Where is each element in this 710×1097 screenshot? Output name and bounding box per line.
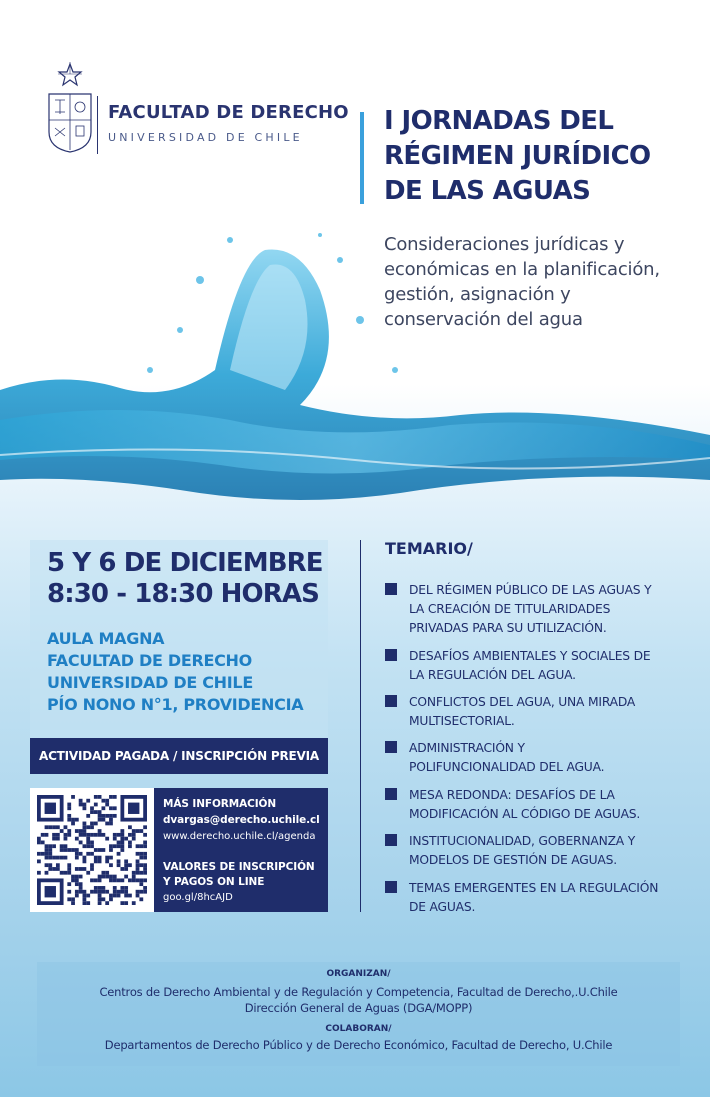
event-title-line: DE LAS AGUAS [384, 176, 591, 206]
square-bullet-icon [385, 695, 397, 707]
topic-line: LA REGULACIÓN DEL AGUA. [409, 668, 576, 682]
event-title [384, 104, 651, 209]
event-subtitle-line: Consideraciones jurídicas y [384, 234, 625, 255]
topic-line: MODIFICACIÓN AL CÓDIGO DE AGUAS. [409, 807, 641, 821]
title-accent-bar [360, 112, 364, 204]
topic-line: POLIFUNCIONALIDAD DEL AGUA. [409, 760, 605, 774]
topic-line: DEL RÉGIMEN PÚBLICO DE LAS AGUAS Y [409, 583, 652, 597]
topic-item [385, 647, 685, 685]
organizer-line: Dirección General de Aguas (DGA/MOPP) [244, 1001, 473, 1015]
topic-item [385, 581, 685, 638]
topic-line: DESAFÍOS AMBIENTALES Y SOCIALES DE [409, 649, 651, 663]
topic-line: LA CREACIÓN DE TITULARIDADES [409, 602, 611, 616]
column-divider [360, 540, 361, 912]
topic-line: ADMINISTRACIÓN Y [409, 741, 525, 755]
topics-heading: TEMARIO/ [385, 539, 473, 558]
topic-line: PRIVADAS PARA SU UTILIZACIÓN. [409, 621, 607, 635]
event-subtitle-line: económicas en la planificación, [384, 259, 660, 280]
topic-line: MESA REDONDA: DESAFÍOS DE LA [409, 788, 615, 802]
venue-line: PÍO NONO N°1, PROVIDENCIA [47, 695, 304, 714]
fees-label: Y PAGOS ON LINE [163, 876, 265, 888]
collaborators-heading: COLABORAN/ [325, 1024, 392, 1034]
square-bullet-icon [385, 649, 397, 661]
university-name: UNIVERSIDAD DE CHILE [108, 131, 303, 144]
topic-line: DE AGUAS. [409, 900, 476, 914]
square-bullet-icon [385, 881, 397, 893]
more-info-label: MÁS INFORMACIÓN [163, 798, 277, 810]
topic-item [385, 693, 685, 731]
registration-banner: ACTIVIDAD PAGADA / INSCRIPCIÓN PREVIA [30, 738, 328, 774]
square-bullet-icon [385, 834, 397, 846]
event-dates: 5 Y 6 DE DICIEMBRE [47, 548, 323, 578]
topic-line: MULTISECTORIAL. [409, 714, 515, 728]
agenda-website-link[interactable]: www.derecho.uchile.cl/agenda [163, 831, 316, 842]
event-subtitle-line: gestión, asignación y [384, 284, 571, 305]
collaborator-line: Departamentos de Derecho Público y de Derecho Económico, Facultad de Derecho, U.Chile [104, 1038, 613, 1052]
header-divider [97, 96, 98, 154]
venue-line: AULA MAGNA [47, 629, 165, 648]
topic-item [385, 739, 685, 777]
venue-line: UNIVERSIDAD DE CHILE [47, 673, 253, 692]
contact-email-link[interactable]: dvargas@derecho.uchile.cl [163, 814, 320, 826]
square-bullet-icon [385, 788, 397, 800]
organizers-heading: ORGANIZAN/ [326, 969, 391, 979]
topic-item [385, 879, 685, 917]
university-coat-of-arms-icon [45, 62, 95, 154]
event-subtitle-line: conservación del agua [384, 309, 583, 330]
organizer-line: Centros de Derecho Ambiental y de Regulación y Competencia, Facultad de Derecho,.U.Chile [99, 985, 618, 999]
topic-item [385, 832, 685, 870]
topic-item [385, 786, 685, 824]
water-splash-illustration [0, 220, 710, 510]
topic-line: TEMAS EMERGENTES EN LA REGULACIÓN [409, 881, 659, 895]
qr-code-icon[interactable] [37, 795, 147, 905]
event-title-line: I JORNADAS DEL [384, 106, 614, 136]
venue-line: FACULTAD DE DERECHO [47, 651, 252, 670]
topic-line: MODELOS DE GESTIÓN DE AGUAS. [409, 853, 617, 867]
faculty-name: FACULTAD DE DERECHO [108, 102, 349, 123]
topic-line: INSTITUCIONALIDAD, GOBERNANZA Y [409, 834, 636, 848]
payment-link[interactable]: goo.gl/8hcAJD [163, 892, 233, 903]
square-bullet-icon [385, 741, 397, 753]
event-title-line: RÉGIMEN JURÍDICO [384, 141, 651, 171]
topic-line: CONFLICTOS DEL AGUA, UNA MIRADA [409, 695, 636, 709]
event-hours: 8:30 - 18:30 HORAS [47, 579, 319, 609]
fees-label: VALORES DE INSCRIPCIÓN [163, 861, 315, 873]
square-bullet-icon [385, 583, 397, 595]
